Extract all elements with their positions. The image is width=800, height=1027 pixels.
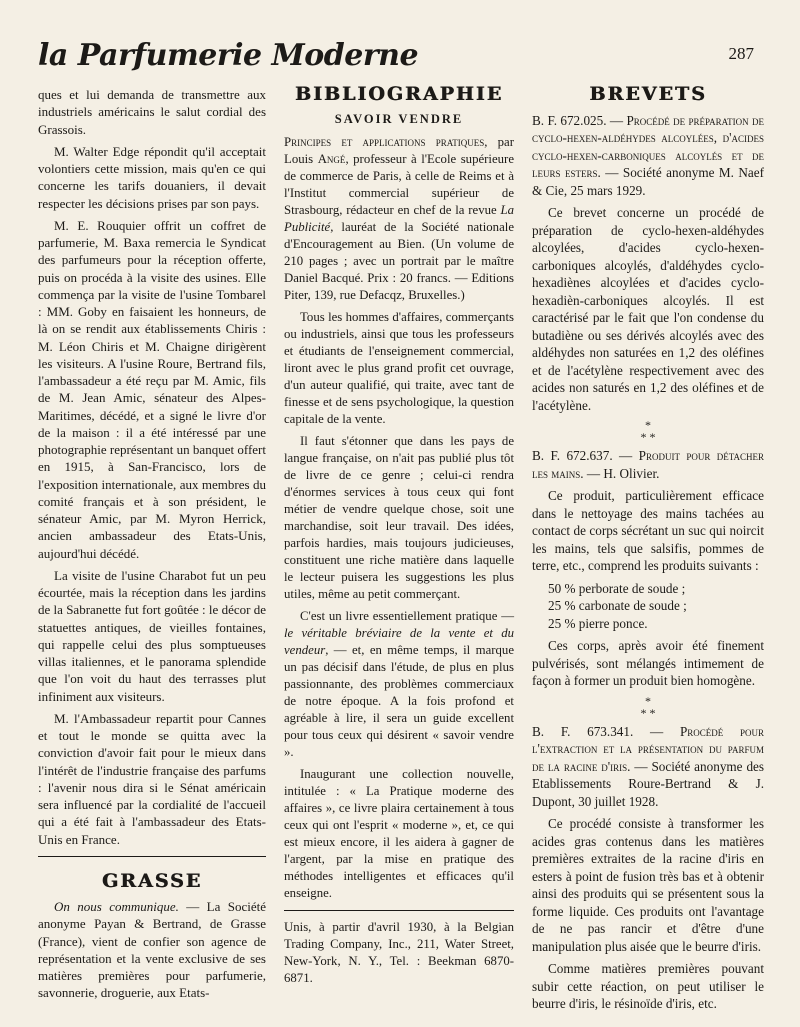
paragraph: Tous les hommes d'affaires, commerçants ou industriels, ainsi que tous les professeurs et étudiants de l'enseignement commercial, liront avec le plus grand profit cet ouvrage, d'un auteur qualifié, qui traite, avec tant de finesse et de sens psychologique, la question capitale de la vente. bbox=[284, 310, 514, 426]
patent-title: Procédé pour l'extraction et la présentation du parfum de la racine d'iris. bbox=[532, 723, 765, 774]
paragraph bbox=[284, 608, 514, 761]
intro-text: par Louis bbox=[284, 135, 514, 166]
paragraph: Inaugurant une collection nouvelle, intitulée : « La Pratique moderne des affaires », ce livre plaira certainement à tous ceux qui ont l'esprit « moderne », et, ce qui est mieux encore, il les aidera à gagner de l'argent, par la mise en pratique des méthodes intelligentes et efficaces qu'il enseigne. bbox=[284, 767, 514, 900]
list-item: 50 % perborate de soude ; bbox=[548, 580, 686, 596]
book-intro bbox=[284, 134, 514, 304]
book-title: SAVOIR VENDRE bbox=[334, 112, 464, 126]
divider bbox=[38, 856, 266, 857]
patent-owner: Société anonyme M. Naef & Cie, 25 mars 1929. bbox=[532, 165, 765, 198]
grasse-text: — La Société anonyme Payan & Bertrand, de Grasse (France), vient de confier son agence de représentation et la vente exclusive de ses matières premières pour parfumerie, savonnerie, droguerie, aux Etats- bbox=[38, 899, 266, 1001]
ingredient-list bbox=[532, 580, 764, 633]
quote-italic: le véritable bréviaire de la vente et du vendeur bbox=[284, 626, 514, 657]
divider bbox=[284, 910, 514, 911]
section-title-bibliographie: BIBLIOGRAPHIE bbox=[294, 83, 504, 105]
column-middle bbox=[284, 83, 514, 992]
journal-name: La Publicité bbox=[284, 203, 514, 234]
masthead-logo: la Parfumerie Moderne bbox=[38, 38, 419, 73]
patent-number: B. F. 672.025. bbox=[532, 112, 607, 128]
list-item: 25 % carbonate de soude ; bbox=[548, 598, 687, 613]
patent-owner: H. Olivier. bbox=[603, 465, 660, 481]
patent-description: Comme matières premières pouvant subir cette réaction, on peut utiliser le beurre d'iris, le résinoïde d'iris, etc. bbox=[532, 961, 764, 1011]
patent-description: Ces corps, après avoir été finement pulvérisés, sont mélangés intimement de façon à former un produit bien homogène. bbox=[532, 638, 764, 688]
patent-header: B. F. 673.341. — Procédé pour l'extraction et la présentation du parfum de la racine d'iris. — Société anonyme des Etablissements Roure-Bertrand & J. Dupont, 30 juillet 1928. bbox=[532, 723, 765, 809]
text: C'est un livre essentiellement pratique — bbox=[300, 609, 514, 623]
patent-title: Produit pour détacher les mains. bbox=[532, 448, 765, 481]
section-title-brevets: BREVETS bbox=[589, 83, 707, 105]
patent-header: B. F. 672.025. — Procédé de préparation de cyclo-hexen-aldéhydes alcoylées, d'acides cyclo-hexen-carboniques alcoylés et de leurs esters. — Société anonyme M. Naef & Cie, 25 mars 1929. bbox=[532, 112, 765, 198]
paragraph: La visite de l'usine Charabot fut un peu écourtée, mais la réception dans les jardins de la Sabranette fut fort goûtée : le décor de statuettes antiques, de vieilles fontaines, qui rappelle celui des plus somptueuses villas italiennes, et le panorama splendide que l'on voit du haut des terrasses plut infiniment aux visiteurs. bbox=[38, 567, 266, 704]
patent-title: Procédé de préparation de cyclo-hexen-aldéhydes alcoylées, d'acides cyclo-hexen-carboniques alcoylés et de leurs esters. bbox=[532, 112, 765, 180]
patent-number: B. F. 672.637. bbox=[532, 448, 613, 463]
patent-header: B. F. 672.637. — Produit pour détacher les mains. — H. Olivier. bbox=[532, 448, 765, 481]
patent-description: Ce produit, particulièrement efficace dans le nettoyage des mains tachées au contact de corps sécrétant un suc qui noircit les mains, tels que salsifis, pommes de terre, etc., comprend les produits suivants : bbox=[532, 488, 764, 573]
intro-text: , professeur à l'Ecole supérieure de commerce de Paris, à celle de Reims et à l'Institut commercial supérieur de Strasbourg, rédacteur en chef de la revue bbox=[284, 152, 514, 217]
asterism: * * * bbox=[640, 693, 656, 720]
page-number: 287 bbox=[728, 44, 754, 63]
paragraph: ques et lui demanda de transmettre aux industriels américains le salut cordial des Grassois. bbox=[38, 87, 266, 137]
author-name: Angé bbox=[317, 152, 346, 166]
patent-owner: Société anonyme des Etablissements Roure-Bertrand & J. Dupont, 30 juillet 1928. bbox=[532, 758, 765, 809]
text: , — et, en même temps, il marque un pas décisif dans l'étude, de plus en plus passionnante, des problèmes commerciaux de notre époque. A la fois profond et agréable à lire, il sera un guide excellent pour tous ceux qui désirent « savoir vendre ». bbox=[284, 643, 514, 759]
patent-description: Ce procédé consiste à transformer les acides gras contenus dans les matières premières extraites de la racine d'iris en esters à point de fusion très bas et à obtenir ainsi des produits qui se présentent sous la forme liquide. Ces produits ont l'avantage de ne pas rancir et d'être d'une manipulation plus aisée que le beurre d'iris. bbox=[532, 816, 764, 954]
paragraph: M. Walter Edge répondit qu'il acceptait volontiers cette mission, mais qu'en ce qui concerne les tarifs douaniers, il devait respecter les décisions prises par son pays. bbox=[38, 143, 266, 211]
column-right bbox=[532, 83, 765, 1018]
paragraph: M. l'Ambassadeur repartit pour Cannes et tout le monde se quitta avec la conviction d'avoir fait pour le mieux dans l'intérêt de l'industrie française des parfums : l'avenir nous dira si le Sénat américain sera influencé par la cordialité de l'accueil qui a été fait à l'ambassadeur des Etats-Unis en France. bbox=[38, 710, 266, 847]
paragraph: M. E. Rouquier offrit un coffret de parfumerie, M. Baxa remercia le Syndicat des parfumeurs pour la réception offerte, puis on procéda à la visite des usines. Elle commença par la visite de l'usine Tombarel : MM. Goby en faisaient les honneurs, de là on se rendit aux établissements Chiris : M. Léon Chiris et M. Chaigne dirigèrent les visiteurs. A l'usine Roure, Bertrand fils, l'ambassadeur a été reçu par M. Amic, fils de M. Jean Amic, sénateur des Alpes-Maritimes, décédé, et a signé le livre d'or de la maison : il a été intéressé par une photographie représentant un banquet offert en 1915, à San-Francisco, lors de l'exposition internationale, aux membres du comité français et à son président, le sénateur Amic, par M. Myron Herrick, ancien ambassadeur des Etats-Unis, aujourd'hui décédé. bbox=[38, 217, 266, 561]
intro-text: , lauréat de la Société nationale d'Encouragement au Bien. (Un volume de 210 pages ; avec un portrait par le maître Daniel Bacqué. Prix : 20 francs. — Editions Piter, 139, rue Defacqz, Bruxelles.) bbox=[284, 220, 514, 302]
grasse-continuation: Unis, à partir d'avril 1930, à la Belgian Trading Company, Inc., 211, Water Street, New-York, N. Y., Tel. : Beekman 6870-6871. bbox=[284, 920, 514, 985]
list-item: 25 % pierre ponce. bbox=[548, 615, 648, 631]
column-left bbox=[38, 86, 266, 1007]
grasse-lead: On nous communique. bbox=[54, 899, 179, 914]
paragraph: Il faut s'étonner que dans les pays de langue française, on n'ait pas publié plus tôt de livre de ce genre ; celui-ci rendra d'énormes services à tous ceux qui font métier de vendre quelque chose, soit une marchandise, soit leur travail. Des idées, parfois hardies, mais toujours judicieuses, constituent une riche matière dans laquelle le lecteur puisera les suggestions les plus utiles, même au petit commerçant. bbox=[284, 434, 514, 601]
section-title-grasse: GRASSE bbox=[101, 869, 203, 892]
grasse-paragraph bbox=[38, 898, 266, 1002]
patent-description: Ce brevet concerne un procédé de préparation de cyclo-hexen-aldéhydes alcoylées, d'acides cyclo-hexen-carboniques alcoylés, d'aldéhydes cyclo-hexadiènes alcoylées et d'acides cyclo-hexadièn-carboniques alcoylés. Il est caractérisé par le fait que l'on condense du butadiène ou ses dérivés alcoylés avec des aldéhydes non saturées en 1,2 des oléfines et de l'acétylène respectivement avec des acides non saturés en 1,2 des oléfines et de l'acétylène. bbox=[532, 205, 764, 413]
asterism: * * * bbox=[640, 418, 656, 444]
patent-number: B. F. 673.341. bbox=[532, 723, 634, 739]
intro-smallcaps: Principes et applications pratiques, bbox=[284, 135, 488, 149]
